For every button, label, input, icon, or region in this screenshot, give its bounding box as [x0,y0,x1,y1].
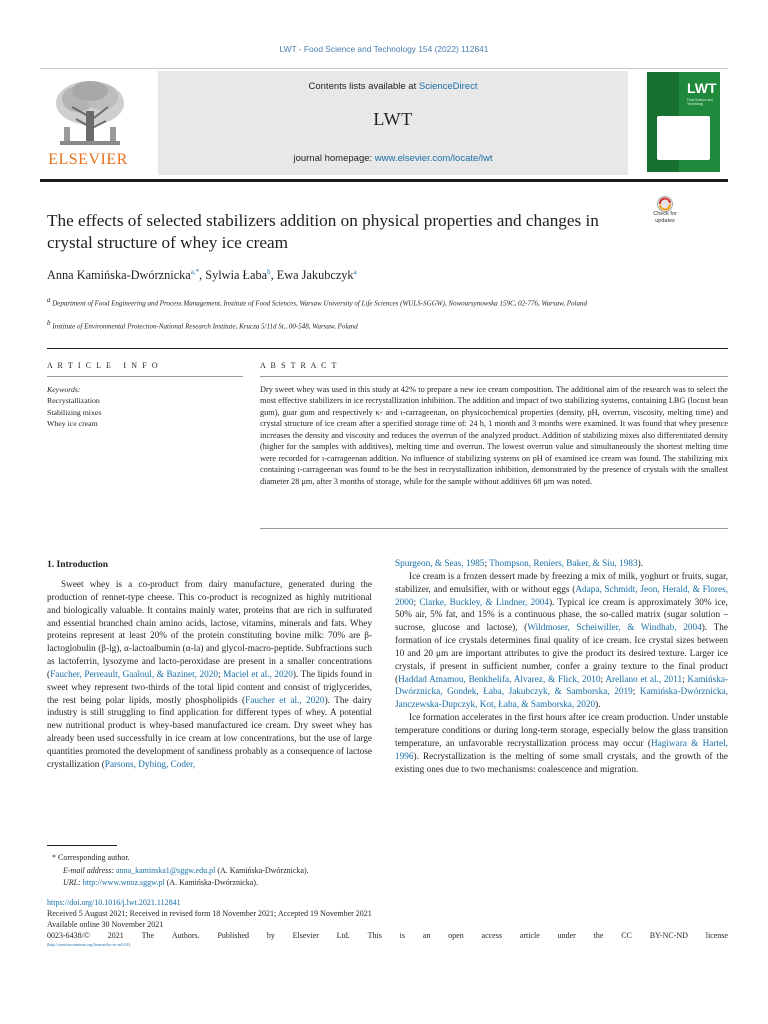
author-affiliation-marker[interactable]: b [267,268,271,276]
url-line [47,877,547,890]
affiliation-marker: a [47,296,51,304]
journal-name: LWT [373,109,413,129]
url-owner: (A. Kamińska-Dwórznicka). [164,878,258,887]
keywords-block [47,384,243,429]
body-column-left [47,579,372,772]
cover-image [657,116,710,160]
license-word: an [422,931,431,940]
citation-link[interactable]: Wildmoser, Scheiwiller, & Windhab, 2004 [527,623,702,634]
license-word: 2021 [107,931,124,940]
available-online: Available online 30 November 2021 [47,920,164,929]
affiliation-text: Department of Food Engineering and Process Management, Institute of Food Sciences, Warsaw University of Life Sciences (WULS-SGGW), Nowoursynowska 159C, 02-776, Warsaw, Poland [52,299,587,308]
journal-info-band [158,71,628,175]
license-word: the [593,931,604,940]
cover-subtitle: Food Science and Technology [687,98,713,106]
elsevier-logo[interactable] [44,77,132,173]
license-word: 0023-6438/© [47,931,90,940]
citation-link[interactable]: Parsons, Dybing, Coder, [104,759,196,770]
contents-prefix: Contents lists available at [308,81,419,92]
journal-homepage-link[interactable]: www.elsevier.com/locate/lwt [374,153,493,164]
article-title: The effects of selected stabilizers addition on physical properties and changes in crystal structure of whey ice cream [47,211,599,252]
license-word: under [557,931,576,940]
license-word: by [266,931,275,940]
author-affiliation-marker[interactable]: a [353,268,357,276]
divider [47,376,243,377]
running-head: LWT - Food Science and Technology 154 (2022) 112841 [279,44,489,54]
body-column-right [395,558,728,776]
affiliation-text: Institute of Environmental Protection-National Research Institute, Krucza 5/11d St., 00-548, Warsaw, Poland [52,322,358,331]
license-word: Authors. [171,931,200,940]
license-word: Ltd. [336,931,350,940]
author-name[interactable]: Sylwia Łaba [205,268,268,283]
divider [260,376,728,377]
abstract-heading: A B S T R A C T [260,361,339,370]
author-name[interactable]: Anna Kamińska-Dwórznicka [47,268,191,283]
citation-link[interactable]: Clarke, Buckley, & Lindner, 2004 [419,597,550,608]
received-dates: Received 5 August 2021; Received in revised form 18 November 2021; Accepted 19 November 2021 [47,909,372,918]
keyword: Whey ice cream [47,418,98,428]
journal-cover[interactable] [647,72,720,172]
license-word: access [481,931,502,940]
body-paragraph: Ice formation accelerates in the first hours after ice cream production. Under unstable temperature conditions or during long-term storage, especially below the glass transition temperature, an unfavorable recrystallization process may occur (Hagiwara & Hartel, 1996). Recrystallization is the melting of some small crystals, and the growth of the existing ones due to two mechanisms: coalescence and migration. [395,713,728,775]
divider [260,528,728,529]
divider [47,348,728,349]
sciencedirect-link[interactable]: ScienceDirect [418,81,478,92]
contents-line [158,81,628,92]
check-for-updates-label: Check for updates [653,211,677,224]
elsevier-wordmark: ELSEVIER [48,151,128,168]
email-label: E-mail address: [63,865,117,875]
cover-title: LWT [687,80,717,96]
article-history [47,897,728,948]
author-url-link[interactable]: http://www.wnoz.sggw.pl [82,878,165,887]
citation-link[interactable]: Adapa, Schmidt, Jeon, Herald, & Flores, 2000 [395,584,729,608]
keyword: Recrystallization [47,396,100,406]
license-word: CC [621,931,632,940]
url-label: URL: [63,878,83,887]
email-line [47,865,547,878]
section-heading: 1. Introduction [47,560,109,570]
license-word: open [448,931,464,940]
body-paragraph-continuation: Spurgeon, & Seas, 1985; Thompson, Reniers, Baker, & Siu, 1983). [395,559,644,569]
corresponding-author-note: * Corresponding author. [52,853,130,862]
citation-link[interactable]: Spurgeon, & Seas, 1985 [395,559,485,569]
license-word: Elsevier [292,931,319,940]
license-word: BY-NC-ND [649,931,688,940]
article-info-heading: A R T I C L E I N F O [47,361,160,370]
abstract-text: Dry sweet whey was used in this study at 42% to prepare a new ice cream composition. The additional aim of the research was to select the most effective stabilizers in ice recrystallization inhibition. The addition and impact of two stabilizing systems, containing LBG (locust bean gum), guar gum and respectively κ- and ι-carrageenan, on physicochemical properties (density, pH, overrun, viscosity, melting time) and crystal structure of ice cream after a specified storage time of: 24 h, 1 month and 3 months were examined. It was found that whey presence increases the density and viscosity and reduces the overrun of the analyzed product. Addition of stabilizing mixes also differentiated density (higher for the samples with additives), melting time and overrun. The lowest overrun value and simultaneously the shortest melting time were recorded for ι-carrageenan addition. No influence of stabilizing systems on pH of examined ice cream was found. The stabilizing mix containing ι-carrageenan was found to be the best in recrystallization inhibition, demonstrated by the presence of crystals with the smallest diameter 28 μm, after 3 months of storage, while for the sample without additives 68 μm was noted. [260,385,728,486]
footnotes [47,852,547,890]
author-email-link[interactable]: anna_kaminska1@sggw.edu.pl [116,865,216,875]
affiliation-marker: b [47,319,51,327]
affiliation-b [47,318,647,331]
license-url-link[interactable]: (http://creativecommons.org/licenses/by-nc-nd/4.0/). [47,942,132,947]
license-word: license [705,931,728,940]
citation-link[interactable]: Thompson, Reniers, Baker, & Siu, 1983 [489,559,638,569]
email-owner: (A. Kamińska-Dwórznicka). [215,865,309,875]
footnote-divider [47,845,117,846]
author-list: Anna Kamińska-Dwórznicka$^{a,*}$, Sylwia Łaba$^b$, Ewa Jakubczyk$^a$ [47,268,357,283]
body-paragraph: Ice cream is a frozen dessert made by freezing a mix of milk, yoghurt or fruits, sugar, stabilizer, and emulsifier, with or without eggs (Adapa, Schmidt, Jeon, Herald, & Flores, 2000; Clarke, Buckley, & Lindner, 2004). Typical ice cream is approximately 30% ice, 50% air, 5% fat, and 15% is a continuous phase, the so-called matrix (sugar solution – sucrose, glucose and lactose), (Wildmoser, Scheiwiller, & Windhab, 2004). The formation of ice crystals determines final quality of ice cream. Ice crystal sizes between 10 and 20 μm are important attributes to give the product its desired texture. Larger ice crystals, if present in sufficient number, confer a grainy texture to the final product (Haddad Amamou, Benkhelifa, Alvarez, & Flick, 2010; Arellano et al., 2011; Kamińska-Dwórznicka, Gondek, Łaba, Jakubczyk, & Samborska, 2019; Kamińska-Dwórznicka, Janczewska-Dupczyk, Kot, Łaba, & Samborska, 2020). [395,571,729,711]
license-word: The [141,931,155,940]
license-word: This [367,931,382,940]
license-word: article [519,931,540,940]
citation-link[interactable]: Haddad Amamou, Benkhelifa, Alvarez, & Flick, 2010 [398,674,601,685]
corresponding-label: Corresponding author. [58,853,130,862]
author-name[interactable]: Ewa Jakubczyk [276,268,354,283]
citation-link[interactable]: Arellano et al., 2011 [605,674,683,685]
homepage-prefix: journal homepage: [293,153,375,164]
license-line [47,930,728,941]
citation-link[interactable]: Kamińska-Dwórznicka, Janczewska-Dupczyk, Kot, Łaba, & Samborska, 2020 [395,687,728,711]
license-word: Published [217,931,249,940]
journal-masthead [40,68,728,182]
doi-link[interactable]: https://doi.org/10.1016/j.lwt.2021.112841 [47,898,181,907]
citation-link[interactable]: Hagiwara & Hartel, 1996 [395,738,728,762]
elsevier-tree-icon [50,77,130,151]
license-word: is [399,931,405,940]
affiliation-a [47,295,647,308]
keyword: Stabilizing mixes [47,407,102,417]
homepage-line [158,153,628,164]
body-paragraph: Sweet whey is a co-product from dairy manufacture, generated during the production of rennet-type cheese. This co-product is recognized as highly nutritional and biologically valuable. It contains mainly water, proteins that are rich in sulfurated and essential branched chain amino acids, lactose, vitamins, minerals and fats. Whey proteins represent at least 20% of the protein constituting bovine milk: 70% are β-lactoglobulin (β-lg), α-lactoalbumin (α-la) and glycol-macro-peptide. Subfractions such as lactoferrin, lysozyme and lacto-peroxidase are present in a smaller concentrations (Faucher, Perreault, Gaaloul, & Bazinet, 2020; Maciel et al., 2020). The lipids found in sweet whey represent two-thirds of the total lipid content and consist of triglycerides, the rest being polar lipids, mostly phospholipids (Faucher et al., 2020). The dairy industry is still struggling to find application for different types of whey. A potential new nutritional product is whey-based manufactured ice cream. Dry sweet whey has already been used successfully in ice cream at low concentrations, but the use of large quantities promoted the development of sandiness probably as a consequence of lactose crystallization (Parsons, Dybing, Coder, [47,580,372,770]
citation-link[interactable]: Faucher, Perreault, Gaaloul, & Bazinet, 2020 [50,669,219,680]
citation-link[interactable]: Maciel et al., 2020 [223,669,293,680]
citation-link[interactable]: Faucher et al., 2020 [245,695,325,706]
keywords-label: Keywords: [47,385,81,394]
author-affiliation-marker[interactable]: a,* [190,268,200,276]
citation-link[interactable]: Kamińska-Dwórznicka, Gondek, Łaba, Jakubczyk, & Samborska, 2019 [395,674,729,698]
